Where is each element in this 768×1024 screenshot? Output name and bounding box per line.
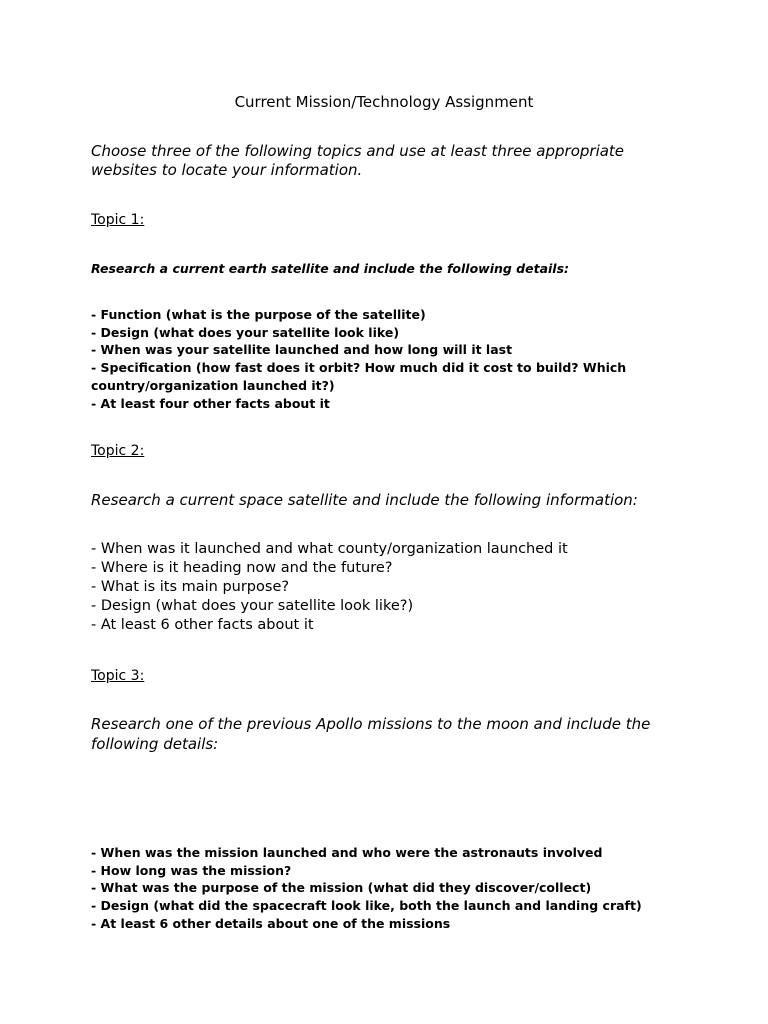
- list-item: - Design (what does your satellite look like?): [91, 598, 414, 614]
- list-item: - When was the mission launched and who were the astronauts involved: [91, 845, 603, 860]
- topic-3-prompt: [91, 715, 691, 754]
- list-item: - Function (what is the purpose of the satellite): [91, 307, 426, 322]
- list-item: - Where is it heading now and the future?: [91, 560, 393, 576]
- list-item: - When was it launched and what county/organization launched it: [91, 541, 568, 557]
- list-item: - Design (what did the spacecraft look like, both the launch and landing craft): [91, 898, 642, 914]
- list-item: - At least 6 other details about one of the missions: [91, 915, 451, 931]
- list-item: - At least four other facts about it: [91, 395, 330, 411]
- prompt-line: Research one of the previous Apollo missions to the moon and include the: [91, 715, 651, 733]
- list-item: - At least 6 other facts about it: [91, 617, 314, 633]
- intro-line: Choose three of the following topics and use at least three appropriate: [91, 142, 625, 160]
- prompt-line: following details:: [91, 734, 219, 753]
- document-title: Current Mission/Technology Assignment: [234, 93, 534, 111]
- intro-paragraph: [91, 142, 691, 180]
- topic-1-prompt: [91, 261, 691, 277]
- topic-1-details-list: [91, 306, 691, 412]
- topic-2-details-list: [91, 540, 691, 635]
- list-item: country/organization launched it?): [91, 377, 335, 393]
- intro-line: websites to locate your information.: [91, 161, 363, 179]
- list-item: - Design (what does your satellite look like): [91, 324, 400, 340]
- list-item: - How long was the mission?: [91, 862, 292, 878]
- list-item: - When was your satellite launched and how long will it last: [91, 342, 513, 358]
- topic-3-heading: Topic 3:: [91, 668, 145, 684]
- list-item: - Specification (how fast does it orbit? How much did it cost to build? Which: [91, 360, 627, 376]
- topic-2-prompt: [91, 491, 691, 511]
- topic-2-heading: Topic 2:: [91, 443, 145, 459]
- topic-1-heading: Topic 1:: [91, 212, 145, 228]
- topic-3-details-list: [91, 844, 691, 933]
- list-item: - What was the purpose of the mission (what did they discover/collect): [91, 880, 592, 896]
- prompt-line: Research a current earth satellite and include the following details:: [91, 261, 570, 276]
- prompt-line: Research a current space satellite and include the following information:: [91, 491, 638, 509]
- list-item: - What is its main purpose?: [91, 579, 290, 595]
